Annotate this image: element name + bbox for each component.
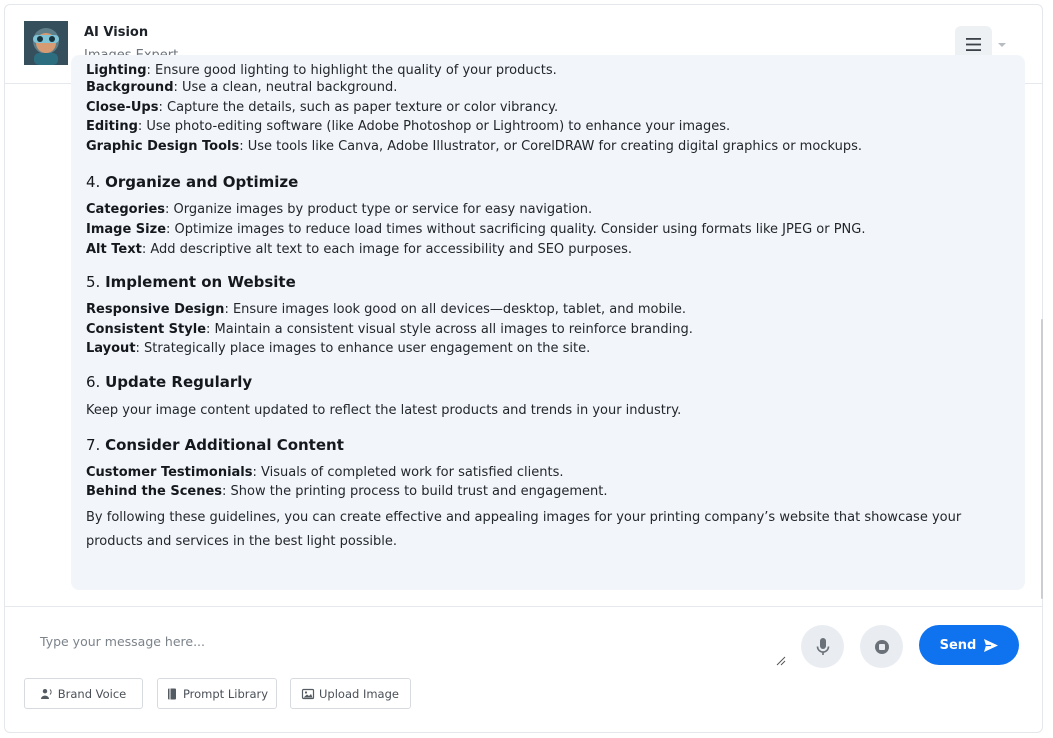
chevron-down-icon[interactable]: [998, 43, 1006, 47]
item-term: Graphic Design Tools: [86, 138, 240, 154]
list-item: [86, 220, 1007, 240]
item-term: Consistent Style: [86, 321, 207, 337]
item-term: Close-Ups: [86, 99, 159, 115]
item-text: : Visuals of completed work for satisfied clients.: [252, 464, 564, 480]
assistant-message: [71, 55, 1025, 590]
scrollbar-thumb[interactable]: [1041, 319, 1043, 599]
item-term: Alt Text: [86, 241, 142, 257]
section-number: 7.: [86, 435, 106, 454]
section-title: Update Regularly: [105, 372, 253, 391]
item-text: : Organize images by product type or service for easy navigation.: [165, 202, 593, 218]
item-term: Editing: [86, 119, 138, 135]
item-text: : Ensure good lighting to highlight the quality of your products.: [146, 63, 557, 78]
section-paragraph: Keep your image content updated to reflect the latest products and trends in your industry.: [86, 402, 682, 418]
brand-voice-label: Brand Voice: [57, 686, 127, 701]
stop-icon: [874, 639, 890, 655]
image-icon: [302, 688, 314, 700]
section-number: 5.: [86, 273, 106, 292]
section-heading: [86, 272, 1007, 292]
item-term: Lighting: [86, 63, 147, 78]
list-item: [86, 300, 1007, 320]
section-heading: [86, 172, 1007, 192]
message-list[interactable]: [5, 63, 1036, 606]
prompt-library-button[interactable]: [157, 678, 277, 709]
section-number: 6.: [86, 372, 106, 391]
item-term: Categories: [86, 202, 166, 218]
closing-paragraph: By following these guidelines, you can create effective and appealing images for your printing company’s website that showcase your products and services in the best light possible.: [86, 509, 962, 550]
item-text: : Capture the details, such as paper texture or color vibrancy.: [158, 99, 559, 115]
item-term: Responsive Design: [86, 302, 225, 318]
upload-image-label: Upload Image: [319, 686, 399, 701]
brand-voice-button[interactable]: [24, 678, 143, 709]
resize-handle-icon[interactable]: [776, 656, 785, 665]
list-item: [86, 98, 1007, 118]
item-text: : Show the printing process to build trust and engagement.: [222, 484, 608, 500]
message-input[interactable]: [28, 629, 786, 669]
item-text: : Use photo-editing software (like Adobe Photoshop or Lightroom) to enhance your images.: [137, 119, 731, 135]
section-heading: [86, 372, 1007, 392]
robot-avatar-icon: [24, 21, 68, 65]
item-text: : Use a clean, neutral background.: [173, 80, 398, 95]
item-text: : Optimize images to reduce load times without sacrificing quality. Consider using formats like JPEG or PNG.: [166, 221, 866, 237]
list-item: [86, 137, 1007, 157]
list-item: [86, 78, 1007, 98]
microphone-icon: [816, 638, 830, 656]
list-item: [86, 463, 1007, 483]
list-item: [86, 482, 1007, 502]
message-line: [86, 55, 1007, 78]
voice-input-button[interactable]: [801, 625, 844, 668]
item-text: : Strategically place images to enhance user engagement on the site.: [135, 341, 591, 357]
hamburger-icon: [966, 38, 981, 51]
send-label: Send: [939, 637, 977, 653]
send-button[interactable]: [919, 625, 1019, 665]
section-list: [86, 300, 1007, 359]
item-term: Background: [86, 80, 174, 95]
list-item: [86, 240, 1007, 260]
item-text: : Maintain a consistent visual style across all images to reinforce branding.: [206, 321, 693, 337]
bot-avatar: [24, 21, 68, 65]
list-item: [86, 200, 1007, 220]
stop-button[interactable]: [860, 625, 903, 668]
item-text: : Use tools like Canva, Adobe Illustrator, or CorelDRAW for creating digital graphics or mockups.: [239, 138, 862, 154]
bot-name: AI Vision: [84, 25, 149, 40]
item-term: Layout: [86, 341, 136, 357]
upload-image-button[interactable]: [290, 678, 411, 709]
section-number: 4.: [86, 173, 106, 192]
section-list: [86, 200, 1007, 259]
section-title: Consider Additional Content: [105, 435, 344, 454]
chat-window: [4, 4, 1043, 733]
section-heading: [86, 435, 1007, 455]
item-text: : Ensure images look good on all devices—desktop, tablet, and mobile.: [224, 302, 687, 318]
section-list: [86, 463, 1007, 502]
photo-list: [86, 78, 1007, 156]
item-term: Image Size: [86, 221, 167, 237]
section-title: Organize and Optimize: [105, 173, 299, 192]
item-text: : Add descriptive alt text to each image for accessibility and SEO purposes.: [141, 241, 633, 257]
paper-plane-icon: [984, 639, 998, 652]
book-icon: [166, 688, 178, 700]
speaking-person-icon: [41, 688, 53, 700]
list-item: [86, 320, 1007, 340]
section-title: Implement on Website: [105, 273, 296, 292]
list-item: [86, 117, 1007, 137]
item-term: Behind the Scenes: [86, 484, 223, 500]
item-term: Customer Testimonials: [86, 464, 253, 480]
prompt-library-label: Prompt Library: [182, 686, 269, 701]
list-item: [86, 339, 1007, 359]
message-composer: [5, 606, 1042, 734]
